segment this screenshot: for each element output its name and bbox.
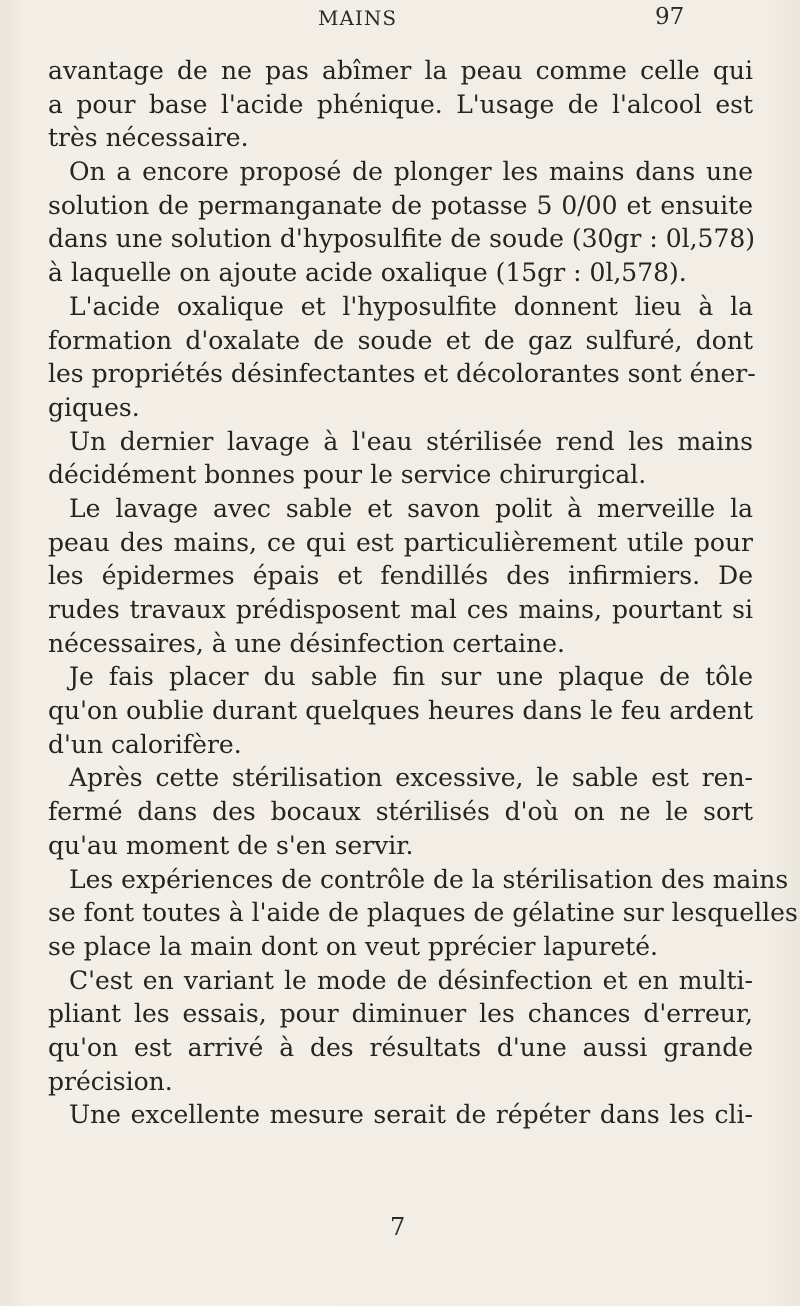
text-line: Je fais placer du sable fin sur une plaque de tôle <box>69 662 753 692</box>
text-line: qu'on est arrivé à des résultats d'une aussi grande <box>48 1032 753 1062</box>
text-line: On a encore proposé de plonger les mains dans une <box>69 157 753 187</box>
text-line: Les expériences de contrôle de la stérilisation des mains <box>69 864 789 894</box>
text-line: giques. <box>48 392 140 422</box>
page-header <box>0 4 800 32</box>
text-line: se place la main dont on veut pprécier lapureté. <box>48 931 658 961</box>
text-line: Une excellente mesure serait de répéter dans les cli- <box>69 1100 753 1130</box>
text-line: a pour base l'acide phénique. L'usage de l'alcool est <box>48 89 753 119</box>
text-line: se font toutes à l'aide de plaques de gélatine sur lesquelles <box>48 898 798 928</box>
page-number: 97 <box>655 4 685 30</box>
signature-mark: 7 <box>390 1213 406 1241</box>
text-line: d'un calorifère. <box>48 729 242 759</box>
text-line: C'est en variant le mode de désinfection et en multi- <box>69 965 753 995</box>
text-line: Un dernier lavage à l'eau stérilisée rend les mains <box>69 426 753 456</box>
text-line: pliant les essais, pour diminuer les chances d'erreur, <box>48 999 753 1029</box>
text-line: L'acide oxalique et l'hyposulfite donnent lieu à la <box>69 291 753 321</box>
text-line: fermé dans des bocaux stérilisés d'où on ne le sort <box>48 797 753 827</box>
text-line: Après cette stérilisation excessive, le sable est ren- <box>69 763 753 793</box>
text-line: peau des mains, ce qui est particulièrement utile pour <box>48 527 753 557</box>
text-line: très nécessaire. <box>48 123 249 153</box>
text-line: Le lavage avec sable et savon polit à merveille la <box>69 493 753 523</box>
text-line: précision. <box>48 1066 173 1096</box>
text-line: qu'on oublie durant quelques heures dans le feu ardent <box>48 696 753 726</box>
text-line: formation d'oxalate de soude et de gaz sulfuré, dont <box>48 325 753 355</box>
text-line: les propriétés désinfectantes et décolorantes sont éner- <box>48 359 756 389</box>
text-line: solution de permanganate de potasse 5 0/00 et ensuite <box>48 190 753 220</box>
text-line: décidément bonnes pour le service chirurgical. <box>48 460 647 490</box>
text-line: rudes travaux prédisposent mal ces mains, pourtant si <box>48 595 753 624</box>
text-line: à laquelle on ajoute acide oxalique (15gr : 0l,578). <box>48 258 687 288</box>
text-line: les épidermes épais et fendillés des infirmiers. De <box>48 561 753 591</box>
text-line: qu'au moment de s'en servir. <box>48 830 414 860</box>
text-line: avantage de ne pas abîmer la peau comme celle qui <box>48 56 753 85</box>
text-line: dans une solution d'hyposulfite de soude (30gr : 0l,578) <box>48 224 756 254</box>
body-text <box>48 54 798 1132</box>
text-line: nécessaires, à une désinfection certaine. <box>48 628 565 658</box>
running-title: MAINS <box>318 6 398 30</box>
